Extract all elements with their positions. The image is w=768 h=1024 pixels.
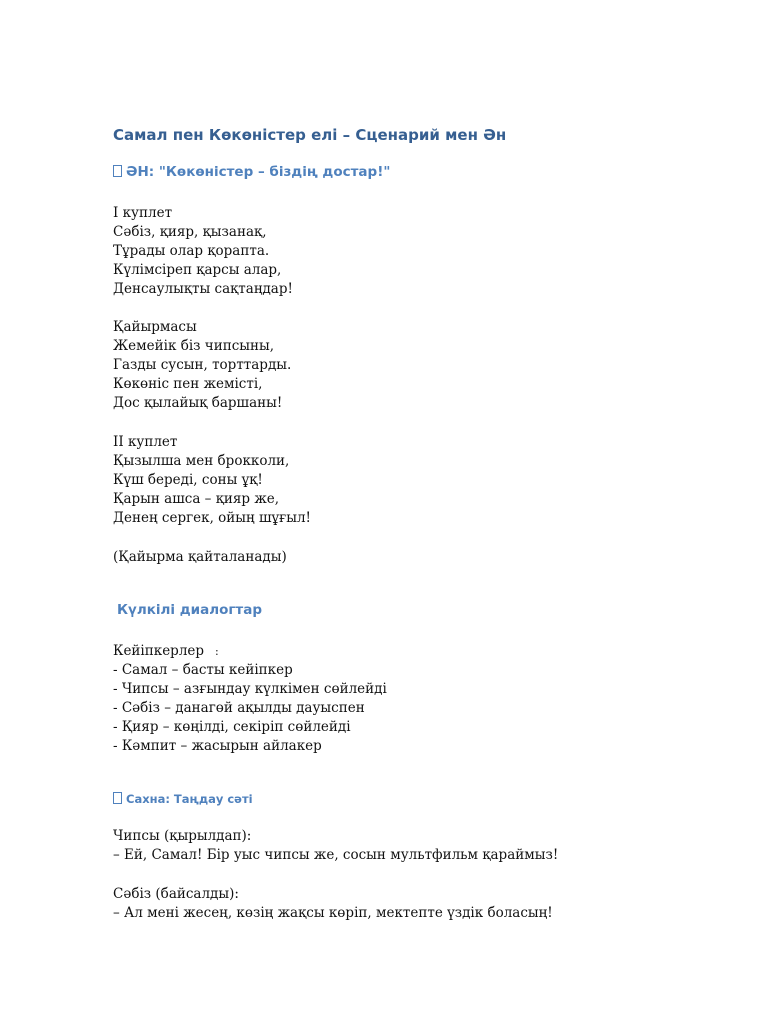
scene-heading-text: Сахна: Таңдау сәті (126, 792, 253, 806)
verse-line: Күлімсіреп қарсы алар, (113, 262, 282, 278)
character-item: - Қияр – көңілді, секіріп сөйлейді (113, 719, 351, 735)
speaker-line: – Ей, Самал! Бір уыс чипсы же, сосын мультфильм қараймыз! (113, 847, 559, 863)
speaker-label: Чипсы (қырылдап): (113, 828, 252, 844)
characters-label: Кейіпкерлер (113, 643, 205, 659)
scene-exchange (113, 885, 553, 923)
character-item: - Самал – басты кейіпкер (113, 662, 293, 678)
chorus (113, 318, 291, 413)
repeat-note: (Қайырма қайталанады) (113, 549, 287, 565)
verse-1-label: I куплет (113, 205, 173, 221)
verse-line: Денең сергек, ойың шұғыл! (113, 510, 311, 526)
chorus-line: Жемейік біз чипсыны, (113, 338, 275, 354)
scene-heading (113, 792, 253, 806)
characters-colon: : (215, 645, 219, 658)
verse-line: Тұрады олар қорапта. (113, 243, 270, 259)
music-note-icon (113, 165, 122, 177)
verse-line: Денсаулықты сақтаңдар! (113, 281, 293, 297)
verse-line: Күш береді, соны ұқ! (113, 472, 263, 488)
verse-2 (113, 433, 311, 528)
song-heading-text: ӘН: "Көкөністер – біздің достар!" (126, 164, 391, 180)
chorus-line: Көкөніс пен жемісті, (113, 376, 263, 392)
character-item: - Сәбіз – данагөй ақылды дауыспен (113, 700, 365, 716)
verse-line: Қызылша мен брокколи, (113, 453, 290, 469)
dialogues-heading: Күлкілі диалогтар (117, 602, 263, 618)
speaker-line: – Ал мені жесең, көзің жақсы көріп, мектепте үздік боласың! (113, 905, 553, 921)
speaker-label: Сәбіз (байсалды): (113, 886, 239, 902)
character-item: - Кәмпит – жасырын айлакер (113, 738, 322, 754)
document-title: Самал пен Көкөністер елі – Сценарий мен Ән (113, 126, 507, 144)
verse-2-label: II куплет (113, 434, 178, 450)
song-heading (113, 164, 390, 180)
chorus-label: Қайырмасы (113, 319, 197, 335)
verse-1 (113, 204, 293, 299)
characters-heading (113, 642, 387, 661)
clapperboard-icon (113, 792, 122, 804)
character-item: - Чипсы – азғындау күлкімен сөйлейді (113, 681, 387, 697)
characters-block (113, 642, 387, 756)
chorus-line: Газды сусын, торттарды. (113, 357, 292, 373)
verse-line: Сәбіз, қияр, қызанақ, (113, 224, 267, 240)
chorus-line: Дос қылайық баршаны! (113, 395, 283, 411)
scene-exchange (113, 827, 558, 865)
verse-line: Қарын ашса – қияр же, (113, 491, 280, 507)
